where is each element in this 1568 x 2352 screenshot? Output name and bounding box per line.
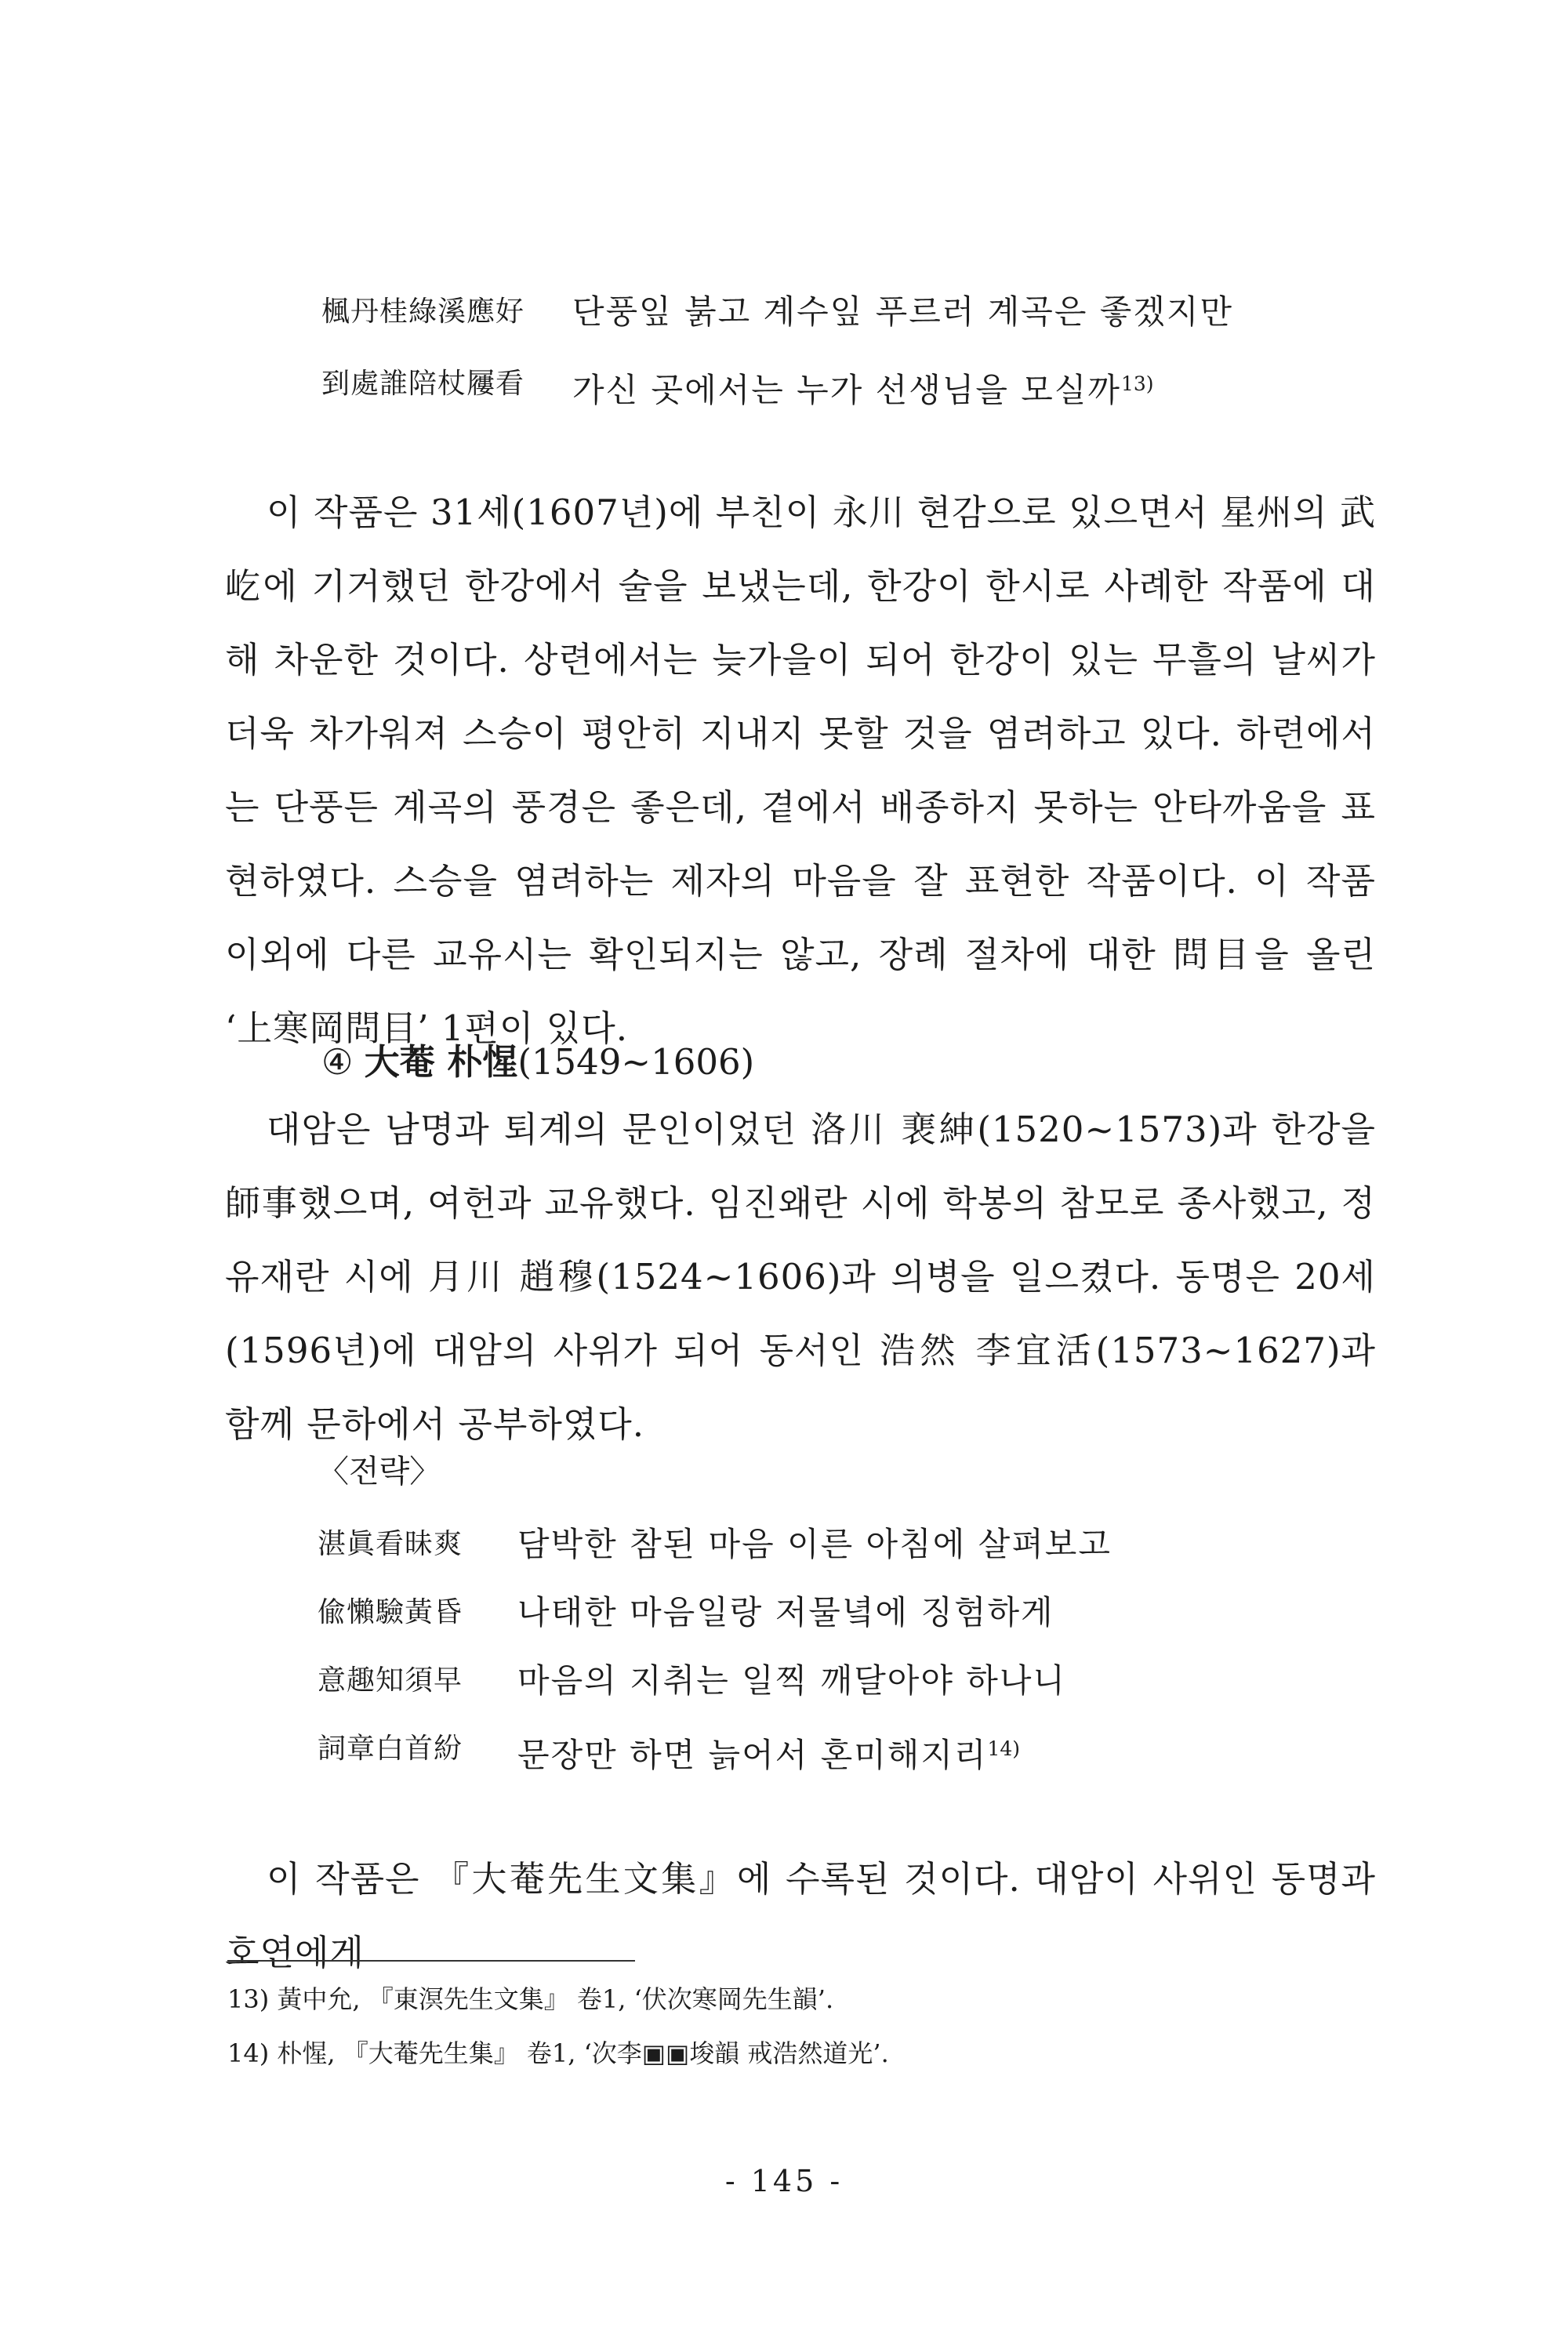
body-paragraph: 이 작품은 31세(1607년)에 부친이 永川 현감으로 있으면서 星州의 武屹에 기거했던 한강에서 술을 보냈는데, 한강이 한시로 사례한 작품에 대해 차운한 것이다. 상련에서는 늦가을이 되어 한강이 있는 무흘의 날씨가 더욱 차가워져 스승이 평안히 지내지 못할 것을 염려하고 있다. 하련에서는 단풍든 계곡의 풍경은 좋은데, 곁에서 배종하지 못하는 안타까움을 표현하였다. 스승을 염려하는 제자의 마음을 잘 표현한 작품이다. 이 작품 이외에 다른 교유시는 확인되지는 않고, 장례 절차에 대한 問目을 올린 ‘上寒岡問目’ 1편이 있다.	[225, 492, 1376, 1049]
footnote-divider	[227, 1960, 635, 1962]
heading-marker: ④	[321, 1041, 354, 1083]
poem-korean: 나태한 마음일랑 저물녘에 징험하게	[517, 1593, 1054, 1632]
poem-korean: 가신 곳에서는 누가 선생님을 모실까$^{13)}$	[572, 371, 1154, 409]
poem-korean: 문장만 하면 늙어서 혼미해지리$^{14)}$	[517, 1736, 1021, 1774]
poem-hanja: 意趣知須早	[318, 1664, 463, 1697]
poem-korean: 마음의 지취는 일찍 깨달아야 하나니	[517, 1661, 1066, 1700]
poem-hanja: 楓丹桂綠溪應好	[321, 296, 525, 328]
body-paragraph: 대암은 남명과 퇴계의 문인이었던 洛川 裵紳(1520~1573)과 한강을 師事했으며, 여헌과 교유했다. 임진왜란 시에 학봉의 참모로 종사했고, 정유재란 시에 月川 趙穆(1524~1606)과 의병을 일으켰다. 동명은 20세(1596년)에 대암의 사위가 되어 동서인 浩然 李宜活(1573~1627)과 함께 문하에서 공부하였다.	[225, 1109, 1376, 1445]
poem-hanja: 詞章白首紛	[318, 1733, 463, 1765]
poem-hanja: 偸懶驗黃昏	[318, 1596, 463, 1628]
poem-korean: 담박한 참된 마음 이른 아침에 살펴보고	[517, 1525, 1112, 1563]
footnote-marker: 13)	[1120, 372, 1154, 395]
omission-label: 〈전략〉	[318, 1454, 441, 1490]
section-heading	[321, 1035, 754, 1090]
poem-korean: 단풍잎 붉고 계수잎 푸르러 계곡은 좋겠지만	[572, 292, 1234, 331]
body-paragraph: 이 작품은 『大菴先生文集』에 수록된 것이다. 대암이 사위인 동명과 호연에게	[225, 1858, 1376, 1973]
poem-hanja: 到處誰陪杖屨看	[321, 368, 525, 400]
page-number: - 145 -	[724, 2164, 844, 2198]
heading-name: 大菴 朴惺	[364, 1041, 518, 1083]
heading-years: (1549~1606)	[517, 1041, 755, 1083]
footnote: 13) 黃中允, 『東溟先生文集』 卷1, ‘伏次寒岡先生韻’.	[227, 1984, 834, 2014]
footnote: 14) 朴惺, 『大菴先生集』 卷1, ‘次李▣▣埈韻 戒浩然道光’.	[227, 2038, 889, 2068]
poem-hanja: 湛眞看昧爽	[318, 1528, 463, 1560]
footnote-marker: 14)	[987, 1737, 1021, 1760]
